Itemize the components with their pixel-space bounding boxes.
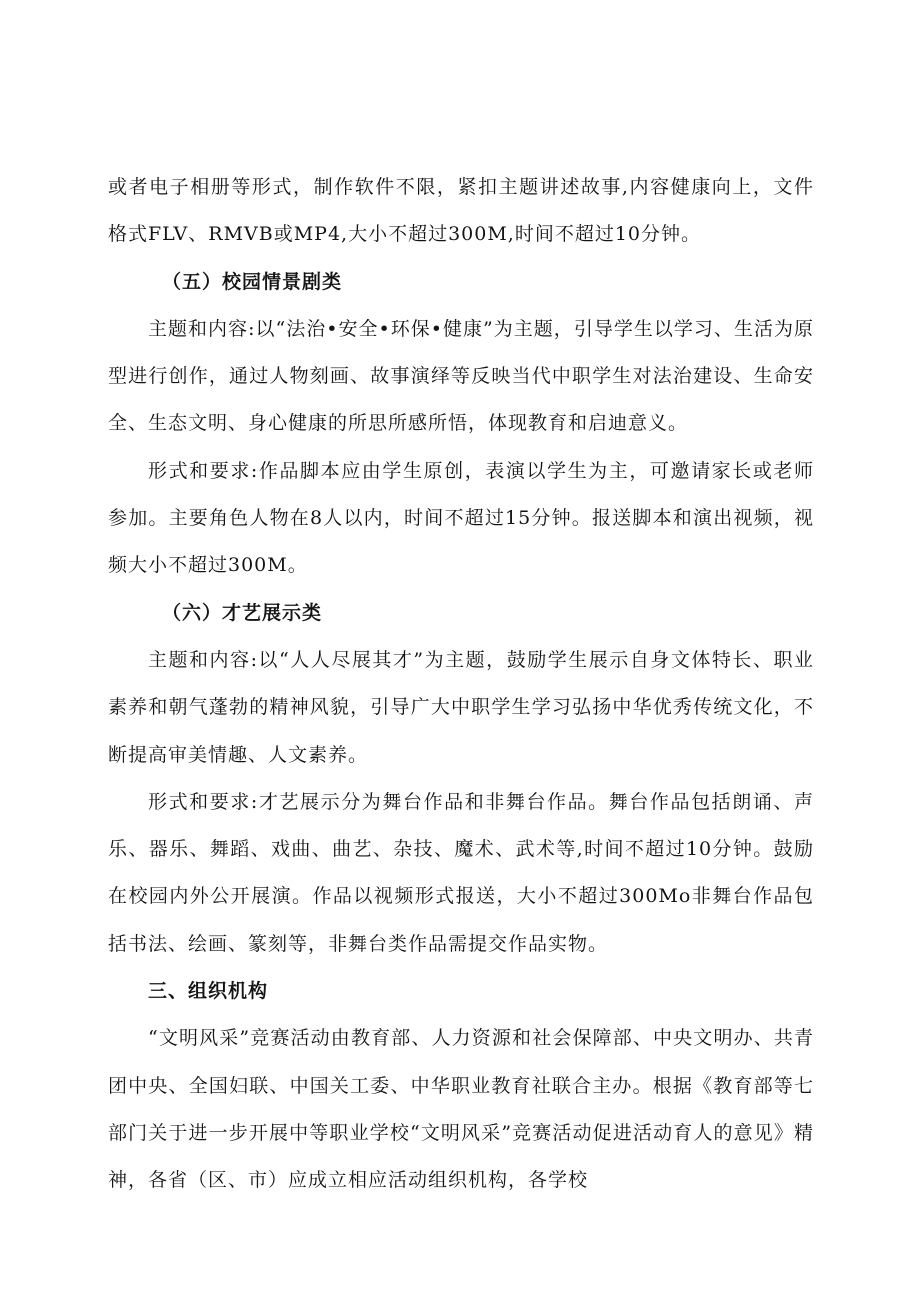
- paragraph-drama-requirements: 形式和要求:作品脚本应由学生原创，表演以学生为主，可邀请家长或老师参加。主要角色人物在8人以内，时间不超过15分钟。报送脚本和演出视频，视频大小不超过300M。: [108, 459, 814, 577]
- document-body: [108, 164, 814, 1205]
- heading-organization: 三、组织机构: [148, 980, 269, 1003]
- heading-talent-show: （六）才艺展示类: [162, 601, 323, 624]
- heading-campus-drama: （五）校园情景剧类: [162, 270, 343, 293]
- paragraph-drama-theme: 主题和内容:以“法治•安全•环保•健康”为主题，引导学生以学习、生活为原型进行创作，通过人物刻画、故事演绎等反映当代中职学生对法治建设、生命安全、生态文明、身心健康的所思所感所悟，体现教育和启迪意义。: [108, 317, 814, 435]
- paragraph-video-format: 或者电子相册等形式，制作软件不限，紧扣主题讲述故事,内容健康向上，文件格式FLV、RMVB或MP4,大小不超过300M,时间不超过10分钟。: [108, 176, 814, 246]
- paragraph-talent-requirements: 形式和要求:才艺展示分为舞台作品和非舞台作品。舞台作品包括朗诵、声乐、器乐、舞蹈、戏曲、曲艺、杂技、魔术、武术等,时间不超过10分钟。鼓励在校园内外公开展演。作品以视频形式报送，大小不超过300Mo非舞台作品包括书法、绘画、篆刻等，非舞台类作品需提交作品实物。: [108, 790, 814, 955]
- paragraph-organization: “文明风采”竞赛活动由教育部、人力资源和社会保障部、中央文明办、共青团中央、全国妇联、中国关工委、中华职业教育社联合主办。根据《教育部等七部门关于进一步开展中等职业学校“文明风采”竞赛活动促进活动育人的意见》精神，各省（区、市）应成立相应活动组织机构，各学校: [108, 1027, 814, 1192]
- paragraph-talent-theme: 主题和内容:以“人人尽展其才”为主题，鼓励学生展示自身文体特长、职业素养和朝气蓬勃的精神风貌，引导广大中职学生学习弘扬中华优秀传统文化，不断提高审美情趣、人文素养。: [108, 648, 814, 766]
